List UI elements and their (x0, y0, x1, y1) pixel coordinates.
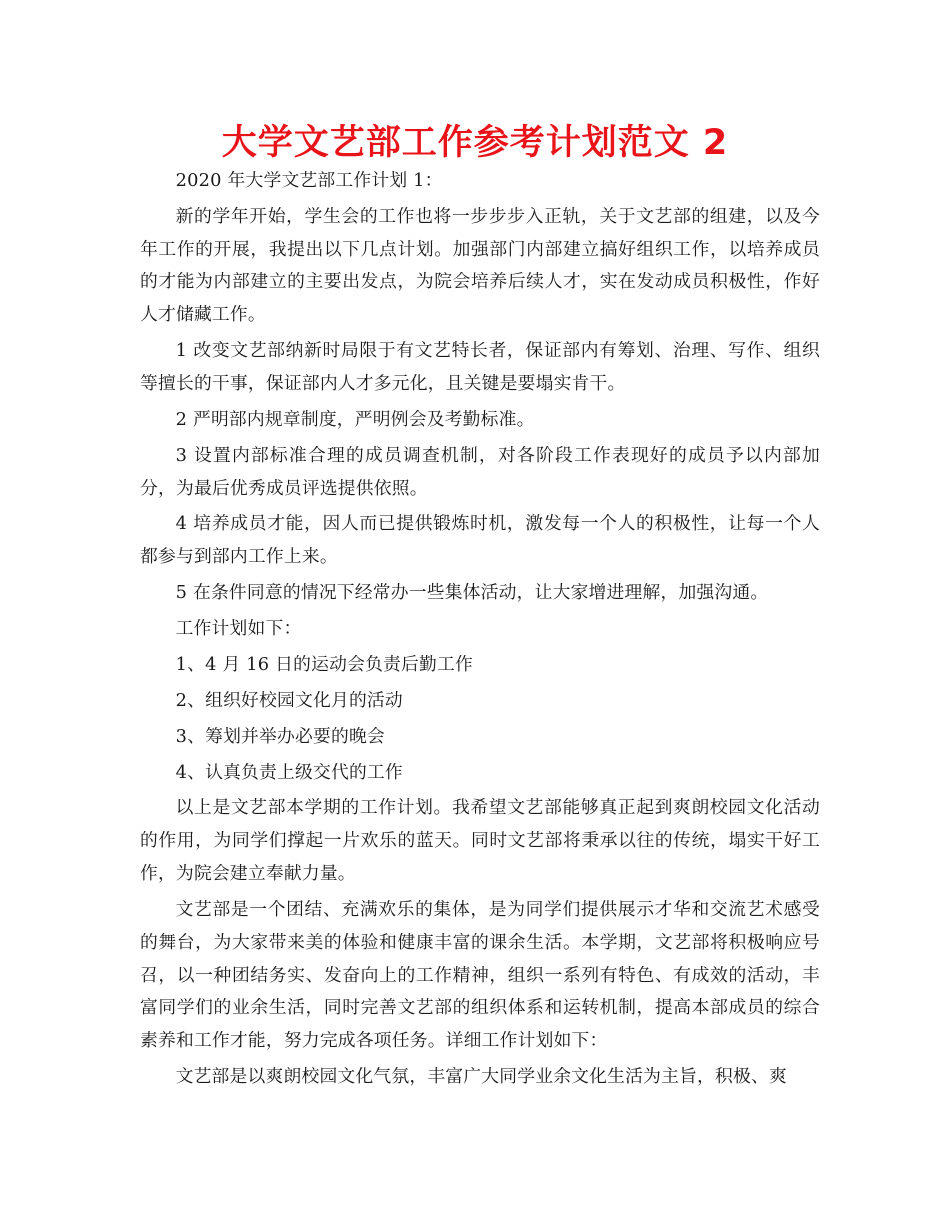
paragraph: 2 严明部内规章制度，严明例会及考勤标准。 (175, 408, 535, 430)
document-body (140, 165, 820, 1097)
list-item: 3、筹划并举办必要的晚会 (175, 725, 385, 747)
list-item: 4、认真负责上级交代的工作 (175, 761, 403, 783)
paragraph: 文艺部是以爽朗校园文化气氛，丰富广大同学业余文化生活为主旨，积极、爽 (175, 1066, 787, 1088)
paragraph: 3 设置内部标准合理的成员调查机制，对各阶段工作表现好的成员予以内部加分，为最后优秀成员评选提供依照。 (140, 444, 820, 499)
document-title: 大学文艺部工作参考计划范文 2 (221, 123, 729, 163)
paragraph: 文艺部是一个团结、充满欢乐的集体，是为同学们提供展示才华和交流艺术感受的舞台，为大家带来美的体验和健康丰富的课余生活。本学期，文艺部将积极响应号召，以一种团结务实、发奋向上的工作精神，组织一系列有特色、有成效的活动，丰富同学们的业余生活，同时完善文艺部的组织体系和运转机制，提高本部成员的综合素养和工作才能，努力完成各项任务。详细工作计划如下： (140, 898, 820, 1052)
list-item: 2、组织好校园文化月的活动 (175, 689, 403, 711)
paragraph: 2020 年大学文艺部工作计划 1： (175, 170, 443, 191)
paragraph: 5 在条件同意的情况下经常办一些集体活动，让大家增进理解，加强沟通。 (175, 582, 769, 604)
paragraph: 以上是文艺部本学期的工作计划。我希望文艺部能够真正起到爽朗校园文化活动的作用，为同学们撑起一片欢乐的蓝天。同时文艺部将秉承以往的传统，塌实干好工作，为院会建立奉献力量。 (140, 797, 820, 885)
paragraph: 4 培养成员才能，因人而已提供锻炼时机，激发每一个人的积极性，让每一个人都参与到部内工作上来。 (140, 513, 820, 568)
list-item: 1、4 月 16 日的运动会负责后勤工作 (175, 653, 473, 675)
paragraph: 新的学年开始，学生会的工作也将一步步步入正轨，关于文艺部的组建，以及今年工作的开展，我提出以下几点计划。加强部门内部建立搞好组织工作，以培养成员的才能为内部建立的主要出发点，为院会培养后续人才，实在发动成员积极性，作好人才储藏工作。 (140, 205, 820, 326)
paragraph: 工作计划如下： (175, 618, 302, 640)
paragraph: 1 改变文艺部纳新时局限于有文艺特长者，保证部内有筹划、治理、写作、组织等擅长的干事，保证部内人才多元化，且关键是要塌实肯干。 (140, 340, 820, 394)
